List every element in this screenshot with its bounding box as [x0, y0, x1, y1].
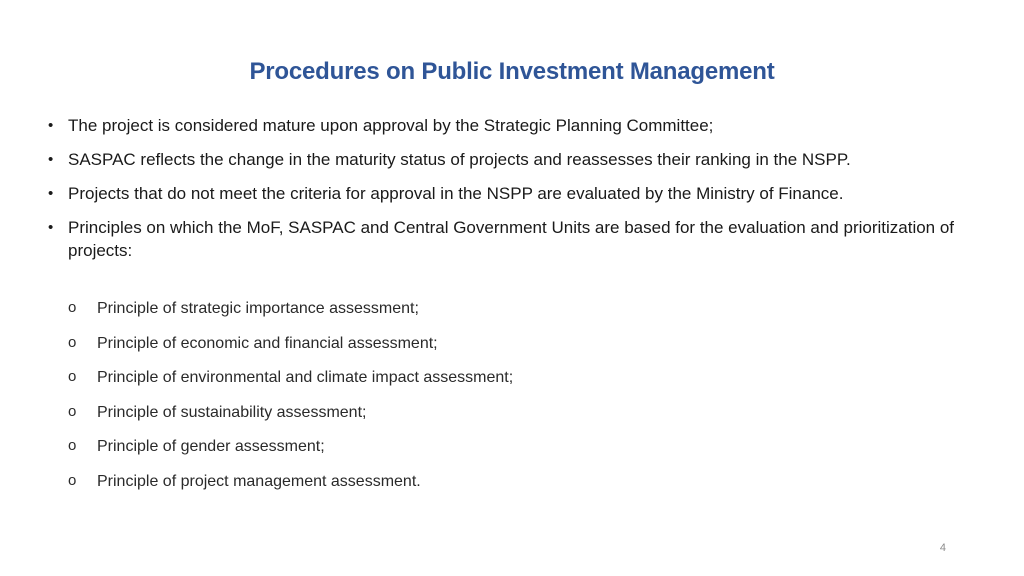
sub-bullet-text: Principle of strategic importance assessment;	[97, 300, 419, 317]
circle-bullet-icon: o	[68, 299, 77, 316]
sub-bullet-text: Principle of gender assessment;	[97, 438, 325, 456]
bullet-item	[44, 216, 984, 262]
bullet-list	[44, 114, 984, 273]
circle-bullet-icon: o	[68, 368, 77, 386]
sub-bullet-text: Principle of sustainability assessment;	[97, 403, 367, 421]
bullet-item	[44, 148, 984, 171]
page-number: 4	[939, 542, 946, 554]
circle-bullet-icon: o	[68, 471, 77, 489]
sub-bullet-item	[66, 367, 966, 389]
circle-bullet-icon: o	[68, 333, 77, 351]
bullet-item	[44, 182, 984, 205]
sub-bullet-item	[66, 436, 966, 458]
bullet-dot-icon: •	[48, 219, 54, 236]
bullet-dot-icon: •	[48, 151, 54, 168]
sub-bullet-text: Principle of environmental and climate impact assessment;	[97, 369, 514, 387]
bullet-text: SASPAC reflects the change in the maturity status of projects and reassesses their ranking in the NSPP.	[68, 150, 851, 169]
slide-title: Procedures on Public Investment Management	[249, 58, 775, 85]
circle-bullet-icon: o	[68, 437, 77, 455]
bullet-dot-icon: •	[48, 117, 54, 134]
sub-bullet-text: Principle of project management assessment.	[97, 472, 421, 490]
bullet-item	[44, 114, 984, 137]
bullet-text: The project is considered mature upon approval by the Strategic Planning Committee;	[68, 116, 714, 135]
bullet-text: Projects that do not meet the criteria for approval in the NSPP are evaluated by the Ministry of Finance.	[68, 184, 844, 203]
sub-bullet-item	[66, 402, 966, 424]
sub-bullet-list	[66, 298, 966, 506]
sub-bullet-text: Principle of economic and financial assessment;	[97, 334, 438, 352]
circle-bullet-icon: o	[68, 402, 77, 420]
sub-bullet-item	[66, 333, 966, 355]
bullet-text: Principles on which the MoF, SASPAC and Central Government Units are based for the evaluation and prioritization of projects:	[68, 218, 955, 260]
bullet-dot-icon: •	[48, 185, 54, 202]
sub-bullet-item	[66, 471, 966, 493]
sub-bullet-item	[66, 298, 966, 320]
